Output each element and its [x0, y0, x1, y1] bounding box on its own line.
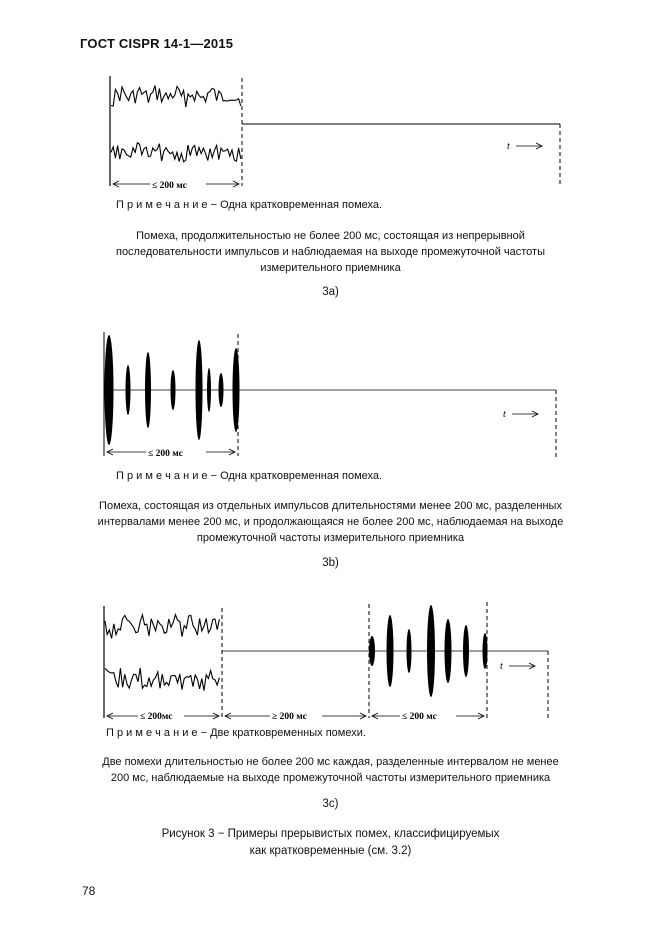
- fig-b-pulse: [233, 348, 240, 432]
- page-number: 78: [82, 884, 96, 898]
- fig-b-pulse: [126, 365, 131, 415]
- figure-3a-diagram: [0, 70, 661, 195]
- fig-b-description-line-2: интервалами менее 200 мс, и продолжающаяся не более 200 мс, наблюдаемая на выходе: [97, 516, 564, 528]
- fig-b-pulse: [145, 352, 151, 428]
- fig-a-noise-lower: [111, 143, 241, 162]
- fig-c-description-line-1: Две помехи длительностью не более 200 мс каждая, разделенные интервалом не менее: [102, 756, 559, 768]
- fig-c-noise-lower: [105, 668, 219, 691]
- fig-c-duration-label-2: ≤ 200 мс: [402, 712, 437, 722]
- fig-a-description-line-1: Помеха, продолжительностью не более 200 мс, состоящая из непрерывной: [136, 230, 525, 242]
- fig-a-duration-label: ≤ 200 мс: [152, 181, 187, 191]
- fig-c-pulse: [463, 625, 469, 677]
- fig-c-pulse: [387, 615, 394, 687]
- fig-c-pulse: [407, 629, 412, 673]
- fig-c-note: П р и м е ч а н и е − Две кратковременных помехи.: [106, 727, 366, 739]
- fig-b-pulse: [196, 340, 203, 440]
- figure-caption: [0, 826, 661, 860]
- fig-a-description-line-3: измерительного приемника: [260, 262, 401, 274]
- fig-b-pulse: [171, 370, 176, 410]
- fig-c-description-line-2: 200 мс, наблюдаемые на выходе промежуточной частоты измерительного приемника: [110, 772, 551, 784]
- fig-a-time-label: t: [507, 141, 510, 152]
- fig-c-pulse: [427, 605, 435, 697]
- figure-3b-diagram: [0, 328, 661, 462]
- fig-a-label: 3a): [322, 286, 339, 298]
- fig-b-pulse: [105, 335, 114, 445]
- fig-b-description: [0, 498, 661, 546]
- fig-c-description: [0, 754, 661, 786]
- fig-c-pulse: [483, 633, 488, 669]
- fig-b-pulse: [207, 368, 211, 412]
- fig-b-pulse: [219, 373, 224, 407]
- fig-c-pulse: [445, 619, 452, 683]
- fig-a-note: П р и м е ч а н и е − Одна кратковременная помеха.: [116, 199, 383, 211]
- fig-b-description-line-3: промежуточной частоты измерительного приемника: [196, 532, 465, 544]
- fig-b-duration-label: ≤ 200 мс: [148, 449, 183, 459]
- fig-a-description: [0, 228, 661, 276]
- figure-caption-line-1: Рисунок 3 − Примеры прерывистых помех, классифицируемых: [161, 828, 500, 840]
- fig-c-label: 3c): [322, 798, 339, 810]
- fig-b-time-label: t: [503, 409, 506, 420]
- fig-b-note: П р и м е ч а н и е − Одна кратковременная помеха.: [116, 470, 383, 482]
- fig-c-gap-label: ≥ 200 мс: [272, 712, 307, 722]
- fig-c-time-label: t: [500, 661, 503, 672]
- figure-3c-diagram: [0, 600, 661, 726]
- fig-c-noise-upper: [105, 615, 219, 639]
- fig-c-duration-label-1: ≤ 200мс: [140, 712, 173, 722]
- fig-b-label: 3b): [322, 557, 339, 569]
- fig-a-noise-upper: [111, 86, 241, 108]
- document-header: ГОСТ CISPR 14-1—2015: [80, 36, 234, 51]
- fig-a-description-line-2: последовательности импульсов и наблюдаемая на выходе промежуточной частоты: [115, 246, 545, 258]
- fig-b-description-line-1: Помеха, состоящая из отдельных импульсов длительностями менее 200 мс, разделенных: [99, 500, 562, 512]
- figure-caption-line-2: как кратковременные (см. 3.2): [249, 845, 412, 857]
- fig-c-pulse: [369, 636, 375, 666]
